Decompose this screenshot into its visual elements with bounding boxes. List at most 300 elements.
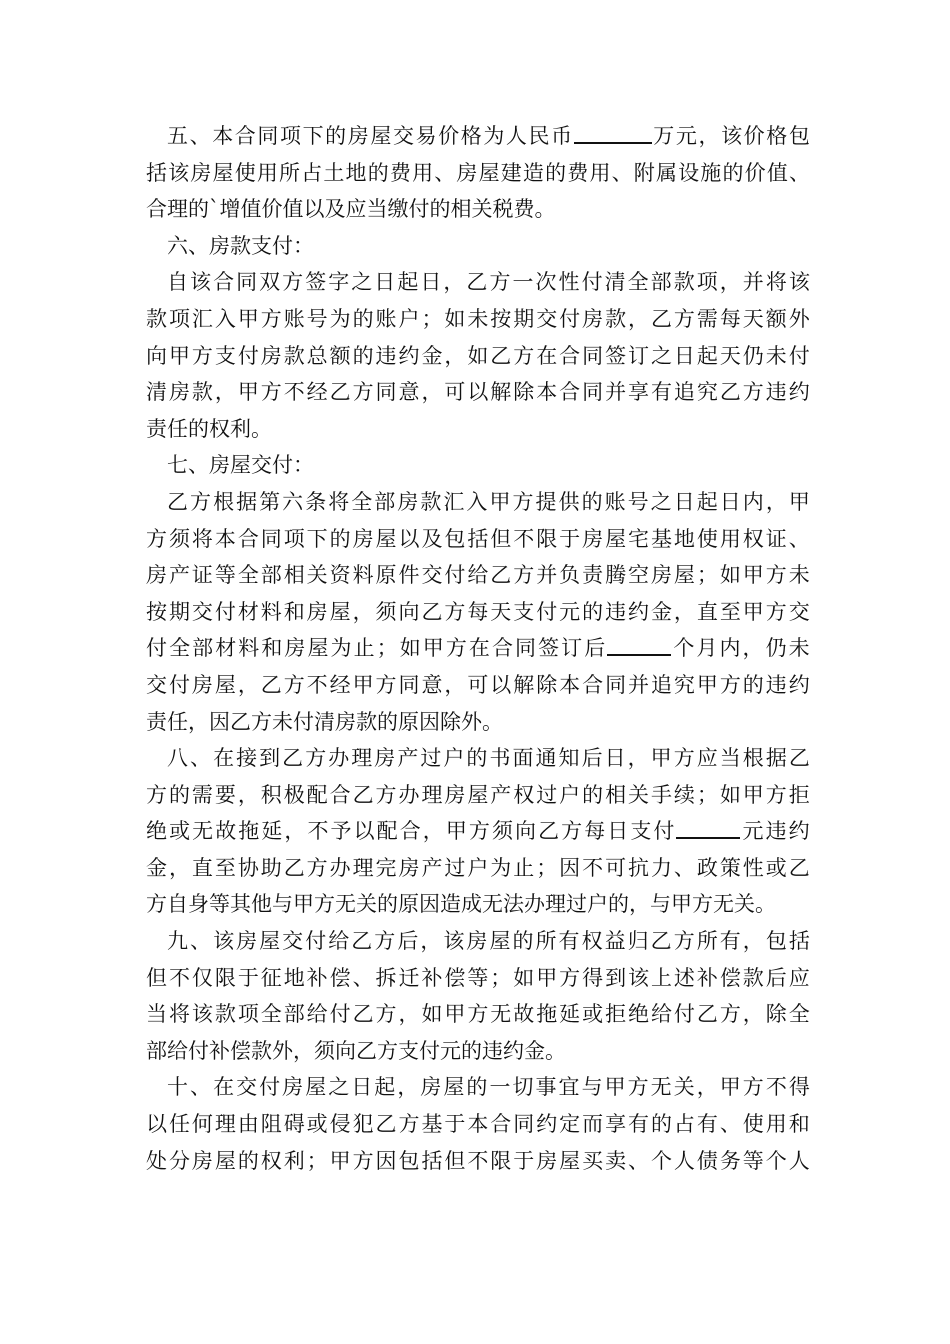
text-char: ： xyxy=(293,233,314,258)
text-char: 直 xyxy=(191,855,213,880)
text-char: 产 xyxy=(421,855,443,880)
text-char: 基 xyxy=(421,1112,443,1137)
text-char: 土 xyxy=(323,160,345,185)
text-char: 负 xyxy=(559,563,581,588)
text-char: 元 xyxy=(559,599,581,624)
text-char: 签 xyxy=(305,270,327,295)
text-char: 交 xyxy=(191,599,213,624)
text-char: ， xyxy=(765,489,787,514)
text-char: 约 xyxy=(628,599,650,624)
text-char: 同 xyxy=(605,672,627,697)
text-char: 于 xyxy=(513,1148,535,1173)
text-char: 费 xyxy=(567,160,589,185)
text-char: 绝 xyxy=(146,819,167,844)
text-char: 乙 xyxy=(538,819,560,844)
text-char: 付 xyxy=(237,343,259,368)
text-char: 用 xyxy=(412,160,434,185)
text-line xyxy=(146,484,810,521)
text-char: 理 xyxy=(421,782,443,807)
text-char: 相 xyxy=(283,563,305,588)
text-char: 需 xyxy=(191,782,213,807)
text-char: 屋 xyxy=(214,1148,236,1173)
text-char: 处 xyxy=(146,1148,167,1173)
text-char: 地 xyxy=(283,965,305,990)
text-char: 根 xyxy=(213,489,235,514)
text-char: 止 xyxy=(353,636,375,661)
text-char: ， xyxy=(443,270,465,295)
text-char: 有 xyxy=(696,1112,718,1137)
text-char: 外 xyxy=(788,306,810,331)
text-char: 费 xyxy=(513,197,535,222)
text-char: 未 xyxy=(788,636,810,661)
fill-in-blank[interactable] xyxy=(607,630,671,656)
text-char: 通 xyxy=(535,746,557,771)
text-char: 理 xyxy=(545,892,566,917)
text-char: 犯 xyxy=(352,1112,374,1137)
text-char: 甲 xyxy=(742,599,764,624)
text-char: 解 xyxy=(513,672,535,697)
text-char: 法 xyxy=(503,892,524,917)
text-char: 合 xyxy=(234,124,256,148)
text-char: 知 xyxy=(558,746,580,771)
text-char: 违 xyxy=(605,599,627,624)
text-char: 给 xyxy=(167,1038,188,1063)
text-char: 五 xyxy=(167,124,188,148)
text-char: 有 xyxy=(719,929,741,954)
text-char: 不 xyxy=(306,672,328,697)
text-char: 方 xyxy=(513,343,535,368)
text-char: 房 xyxy=(444,782,466,807)
text-char: 证 xyxy=(191,563,213,588)
text-line xyxy=(146,923,810,960)
text-char: 的 xyxy=(461,1038,482,1063)
text-char: 拆 xyxy=(375,965,397,990)
text-char: 本 xyxy=(214,526,236,551)
text-char: 用 xyxy=(589,160,611,185)
text-char: 甲 xyxy=(422,636,444,661)
text-char: 付 xyxy=(673,1002,695,1027)
text-char: 付 xyxy=(272,233,293,258)
text-char: 的 xyxy=(466,1075,488,1100)
text-char: 基 xyxy=(650,526,672,551)
text-char: 过 xyxy=(444,855,466,880)
text-char: 有 xyxy=(558,929,580,954)
text-char: 个 xyxy=(673,636,695,661)
text-char: 因 xyxy=(209,709,230,734)
text-char: 使 xyxy=(742,1112,764,1137)
text-char: 甲 xyxy=(293,892,314,917)
text-char: 房 xyxy=(582,306,604,331)
text-char: 甲 xyxy=(742,782,764,807)
text-char: 屋 xyxy=(489,929,511,954)
text-char: 设 xyxy=(678,160,700,185)
text-char: ` xyxy=(209,197,220,222)
text-char: 括 xyxy=(467,526,489,551)
text-char: 房 xyxy=(374,746,396,771)
text-char: 日 xyxy=(374,270,396,295)
text-char: 产 xyxy=(490,782,512,807)
text-char: 该 xyxy=(190,270,212,295)
text-char: 乙 xyxy=(490,343,512,368)
text-char: 如 xyxy=(421,1002,443,1027)
text-char: 须 xyxy=(168,526,190,551)
text-char: 月 xyxy=(696,636,718,661)
text-char: 用 xyxy=(765,1112,787,1137)
text-char: 支 xyxy=(251,233,272,258)
text-char: 享 xyxy=(628,380,650,405)
text-line xyxy=(146,777,810,814)
text-char: 个 xyxy=(650,1148,672,1173)
text-char: 。 xyxy=(534,197,556,222)
text-char: 经 xyxy=(329,672,351,697)
text-char: 其 xyxy=(230,892,251,917)
text-char: 房 xyxy=(209,453,230,478)
text-char: 解 xyxy=(490,380,512,405)
text-line xyxy=(146,1069,810,1106)
text-char: 房 xyxy=(347,124,369,148)
text-char: 方 xyxy=(260,306,282,331)
text-char: 部 xyxy=(374,489,396,514)
text-char: ， xyxy=(629,892,650,917)
text-char: 方 xyxy=(765,599,787,624)
text-char: 得 xyxy=(788,1075,810,1100)
text-char: 。 xyxy=(251,416,272,441)
text-char: 合 xyxy=(237,526,259,551)
text-char: 并 xyxy=(628,672,650,697)
text-char: 户 xyxy=(559,782,581,807)
fill-in-blank[interactable] xyxy=(574,118,652,144)
text-line xyxy=(146,301,810,338)
text-char: 向 xyxy=(335,1038,356,1063)
text-char: 款 xyxy=(673,270,695,295)
text-line xyxy=(146,594,810,631)
text-char: 用 xyxy=(719,526,741,551)
text-char: 无 xyxy=(713,892,734,917)
text-char: 方 xyxy=(375,1002,397,1027)
text-char: 款 xyxy=(191,380,213,405)
text-char: 乙 xyxy=(167,489,188,514)
text-char: 之 xyxy=(328,1075,350,1100)
text-char: 部 xyxy=(146,1038,167,1063)
text-char: 以 xyxy=(146,1112,167,1137)
text-char: 付 xyxy=(653,819,675,844)
text-char: 账 xyxy=(283,306,305,331)
text-char: 拖 xyxy=(238,819,260,844)
text-char: 次 xyxy=(535,270,557,295)
text-char: 甲 xyxy=(788,489,810,514)
text-char: 关 xyxy=(471,197,493,222)
text-line xyxy=(146,740,810,777)
text-char: 料 xyxy=(238,636,260,661)
text-char: 直 xyxy=(696,599,718,624)
text-char: 交 xyxy=(282,929,304,954)
text-char: 乙 xyxy=(230,709,251,734)
text-char: 房 xyxy=(191,672,213,697)
text-char: 限 xyxy=(490,1148,512,1173)
text-char: 项 xyxy=(168,306,190,331)
text-char: ， xyxy=(742,1002,764,1027)
text-char: 同 xyxy=(582,380,604,405)
text-char: ， xyxy=(696,1075,718,1100)
text-char: 合 xyxy=(582,672,604,697)
text-char: 房 xyxy=(397,489,419,514)
text-char: 享 xyxy=(605,1112,627,1137)
text-char: 方 xyxy=(742,1075,764,1100)
text-char: 但 xyxy=(490,526,512,551)
text-char: ， xyxy=(188,709,209,734)
text-char: 责 xyxy=(146,709,167,734)
text-char: 乙 xyxy=(375,1112,397,1137)
text-char: 增 xyxy=(219,197,241,222)
text-char: 完 xyxy=(375,855,397,880)
text-char: 清 xyxy=(146,380,167,405)
text-char: 补 xyxy=(421,965,443,990)
text-char: 地 xyxy=(673,526,695,551)
text-char: 追 xyxy=(673,380,695,405)
text-char: 方 xyxy=(398,1112,420,1137)
text-char: 须 xyxy=(491,819,513,844)
text-char: 方 xyxy=(719,672,741,697)
text-char: 项 xyxy=(696,270,718,295)
text-char: 补 xyxy=(306,965,328,990)
text-char: 给 xyxy=(650,1002,672,1027)
text-char: 材 xyxy=(237,599,259,624)
text-char: 的 xyxy=(377,892,398,917)
text-char: 格 xyxy=(766,124,788,148)
text-char: 同 xyxy=(236,270,258,295)
text-char: 房 xyxy=(466,929,488,954)
text-char: 合 xyxy=(399,819,421,844)
text-char: 八 xyxy=(167,746,188,771)
text-char: 该 xyxy=(721,124,743,148)
text-char: 合 xyxy=(329,782,351,807)
text-char: 究 xyxy=(696,380,718,405)
text-char: ， xyxy=(444,343,466,368)
text-char: 房 xyxy=(260,343,282,368)
text-char: 违 xyxy=(375,343,397,368)
text-char: 户 xyxy=(398,306,420,331)
text-char: 交 xyxy=(236,1075,258,1100)
text-char: 相 xyxy=(605,782,627,807)
text-char: 阻 xyxy=(260,1112,282,1137)
text-char: 将 xyxy=(168,1002,190,1027)
text-char: 得 xyxy=(582,965,604,990)
text-char: 延 xyxy=(261,819,283,844)
text-char: 碍 xyxy=(283,1112,305,1137)
text-char: 方 xyxy=(352,1148,374,1173)
text-char: 至 xyxy=(214,855,236,880)
text-char: ， xyxy=(628,306,650,331)
text-char: 故 xyxy=(215,819,237,844)
text-char: 、 xyxy=(190,929,212,954)
text-char: 屋 xyxy=(478,160,500,185)
text-char: 支 xyxy=(630,819,652,844)
text-char: 、 xyxy=(190,746,212,771)
text-char: 如 xyxy=(513,965,535,990)
text-char: 除 xyxy=(536,672,558,697)
text-char: 偿 xyxy=(719,965,741,990)
text-char: 付 xyxy=(259,1075,281,1100)
text-char: 付 xyxy=(329,1002,351,1027)
text-char: 部 xyxy=(650,270,672,295)
text-char: 延 xyxy=(559,1002,581,1027)
text-char: 无 xyxy=(192,819,214,844)
text-char: 征 xyxy=(260,965,282,990)
text-char: 办 xyxy=(328,746,350,771)
text-char: 甲 xyxy=(445,819,467,844)
text-char: 政 xyxy=(696,855,718,880)
text-char: 七 xyxy=(167,453,188,478)
text-char: 将 xyxy=(765,270,787,295)
text-char: 。 xyxy=(545,1038,566,1063)
text-char: 违 xyxy=(765,672,787,697)
text-char: 可 xyxy=(605,855,627,880)
text-char: 本 xyxy=(536,380,558,405)
text-char: 日 xyxy=(607,819,629,844)
text-char: 应 xyxy=(345,197,367,222)
text-char: 款 xyxy=(251,1038,272,1063)
fill-in-blank[interactable] xyxy=(676,813,740,839)
text-char: 相 xyxy=(450,197,472,222)
text-char: 期 xyxy=(168,599,190,624)
text-char: 清 xyxy=(314,709,335,734)
text-char: 原 xyxy=(398,892,419,917)
text-char: 和 xyxy=(283,599,305,624)
text-char: 每 xyxy=(467,599,489,624)
text-char: 项 xyxy=(283,526,305,551)
text-char: 屋 xyxy=(375,526,397,551)
text-char: 、 xyxy=(190,1075,212,1100)
text-char: 宜 xyxy=(558,1075,580,1100)
text-char: 屋 xyxy=(605,526,627,551)
text-char: 乙 xyxy=(788,855,810,880)
text-char: 买 xyxy=(582,1148,604,1173)
text-char: 方 xyxy=(260,380,282,405)
text-char: 全 xyxy=(237,563,259,588)
text-char: 括 xyxy=(421,1148,443,1173)
text-char: 和 xyxy=(261,636,283,661)
text-line xyxy=(146,338,810,375)
text-char: 方 xyxy=(444,599,466,624)
text-char: 除 xyxy=(765,1002,787,1027)
text-char: 使 xyxy=(234,160,256,185)
text-char: 的 xyxy=(325,124,347,148)
text-char: 偿 xyxy=(230,1038,251,1063)
text-char: 不 xyxy=(168,965,190,990)
text-char: 费 xyxy=(389,160,411,185)
text-char: 究 xyxy=(673,672,695,697)
text-char: 户 xyxy=(467,855,489,880)
text-char: 字 xyxy=(328,270,350,295)
text-char: 不 xyxy=(765,1075,787,1100)
text-char: 全 xyxy=(627,270,649,295)
text-char: 关 xyxy=(356,892,377,917)
text-char: 乙 xyxy=(356,1038,377,1063)
text-char: 方 xyxy=(314,892,335,917)
text-char: 助 xyxy=(260,855,282,880)
text-char: 的 xyxy=(466,746,488,771)
text-char: 经 xyxy=(306,380,328,405)
text-char: 甲 xyxy=(536,965,558,990)
text-char: 乙 xyxy=(282,746,304,771)
text-char: 的 xyxy=(512,929,534,954)
text-char: 过 xyxy=(566,892,587,917)
text-char: 每 xyxy=(584,819,606,844)
text-char: 约 xyxy=(788,672,810,697)
text-char: 不 xyxy=(307,819,329,844)
text-char: 部 xyxy=(192,636,214,661)
text-char: 该 xyxy=(191,1002,213,1027)
text-char: 屋 xyxy=(230,453,251,478)
text-line xyxy=(146,191,810,228)
text-char: 屋 xyxy=(329,599,351,624)
text-char: 方 xyxy=(742,380,764,405)
text-char: 理 xyxy=(167,197,188,222)
text-char: 性 xyxy=(558,270,580,295)
text-char: 要 xyxy=(214,782,236,807)
text-char: 由 xyxy=(237,1112,259,1137)
text-char: 房 xyxy=(398,855,420,880)
text-char: 方 xyxy=(191,343,213,368)
text-char: 房 xyxy=(236,929,258,954)
text-char: 甲 xyxy=(719,1075,741,1100)
text-char: 极 xyxy=(283,782,305,807)
text-char: 万 xyxy=(653,124,675,148)
text-line xyxy=(146,447,810,484)
text-char: ， xyxy=(284,819,306,844)
text-char: 或 xyxy=(582,1002,604,1027)
text-char: 未 xyxy=(788,563,810,588)
text-char: 元 xyxy=(675,124,697,148)
text-char: 如 xyxy=(444,306,466,331)
text-char: 为 xyxy=(490,855,512,880)
text-char: 卖 xyxy=(605,1148,627,1173)
text-char: 责 xyxy=(146,416,167,441)
text-char: 不 xyxy=(467,1148,489,1173)
text-char: 款 xyxy=(230,233,251,258)
text-char: 之 xyxy=(351,270,373,295)
text-char: 的 xyxy=(188,197,209,222)
text-char: 乙 xyxy=(490,563,512,588)
text-char: 产 xyxy=(168,563,190,588)
text-char: 该 xyxy=(443,929,465,954)
text-char: 的 xyxy=(429,197,451,222)
text-char: 证 xyxy=(765,526,787,551)
text-char: 接 xyxy=(236,746,258,771)
text-char: 仅 xyxy=(191,965,213,990)
text-char: 方 xyxy=(146,782,167,807)
text-char: 可 xyxy=(467,672,489,697)
text-char: 任 xyxy=(167,709,188,734)
text-char: 施 xyxy=(700,160,722,185)
text-char: 屋 xyxy=(305,1075,327,1100)
text-char: 到 xyxy=(605,965,627,990)
text-char: 须 xyxy=(314,1038,335,1063)
text-char: 分 xyxy=(168,1148,190,1173)
text-char: 成 xyxy=(461,892,482,917)
text-char: 偿 xyxy=(444,965,466,990)
text-char: 后 xyxy=(765,965,787,990)
text-char: 以 xyxy=(303,197,325,222)
text-char: 金 xyxy=(650,599,672,624)
text-char: 之 xyxy=(650,489,672,514)
text-char: 予 xyxy=(330,819,352,844)
text-char: 括 xyxy=(146,160,167,185)
text-char: 合 xyxy=(559,343,581,368)
text-char: 仍 xyxy=(742,343,764,368)
text-char: 如 xyxy=(719,782,741,807)
text-char: 或 xyxy=(306,1112,328,1137)
